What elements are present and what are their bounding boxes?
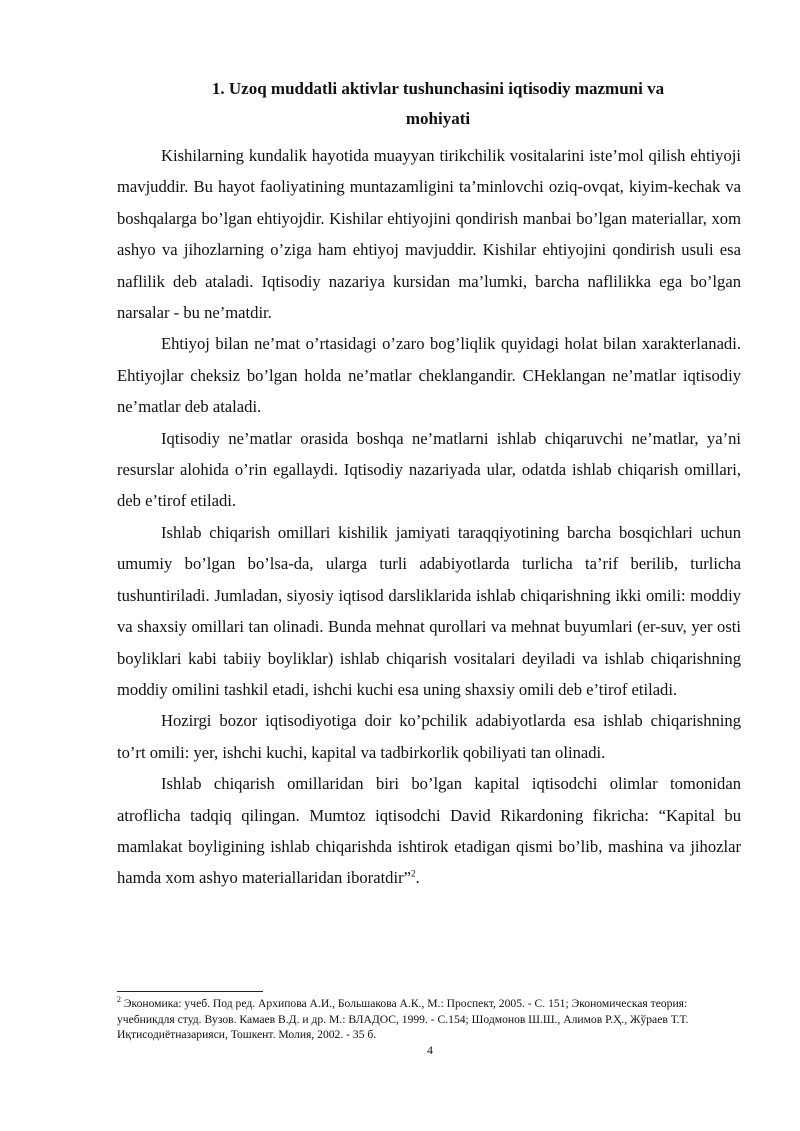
paragraph-1: Kishilarning kundalik hayotida muayyan tirikchilik vositalarini iste’mol qilish ehtiyoji mavjuddir. Bu hayot faoliyatining muntazamligini ta’minlovchi oziq-ovqat, kiyim-kechak va boshqalarga bo’lgan ehtiyojdir. Kishilar ehtiyojini qondirish manbai bo’lgan materiallar, xom ashyo va jihozlarning o’ziga ham ehtiyoj mavjuddir. Kishilar ehtiyojini qondirish usuli esa naflilik deb ataladi. Iqtisodiy nazariya kursidan ma’lumki, barcha naflilikka ega bo’lgan narsalar - bu ne’matdir.: [117, 146, 741, 323]
paragraph-4: Ishlab chiqarish omillari kishilik jamiyati taraqqiyotining barcha bosqichlari uchun umumiy bo’lgan bo’lsa-da, ularga turli adabiyotlarda turlicha ta’rif berilib, turlicha tushuntiriladi. Jumladan, siyosiy iqtisod darsliklarida ishlab chiqarishning ikki omili: moddiy va shaxsiy omillari tan olinadi. Bunda mehnat qurollari va mehnat buyumlari (er-suv, yer osti boyliklari kabi tabiiy boyliklar) ishlab chiqarish vositalari deyiladi va ishlab chiqarishning moddiy omilini tashkil etadi, ishchi kuchi esa uning shaxsiy omili deb e’tirof etiladi.: [117, 522, 741, 699]
footnote: [117, 996, 741, 1043]
paragraph-6-text: Ishlab chiqarish omillaridan biri bo’lgan kapital iqtisodchi olimlar tomonidan atroflicha tadqiq qilingan. Mumtoz iqtisodchi David Rikardoning fikricha: “Kapital bu mamlakat boyligining ishlab chiqarishda ishtirok etadigan qismi bo’lib, mashina va jihozlar hamda xom ashyo materiallaridan iboratdir”: [117, 774, 741, 888]
paragraph-6-end: .: [415, 868, 420, 888]
heading-line-1: 1. Uzoq muddatli aktivlar tushunchasini iqtisodiy mazmuni va: [211, 79, 665, 98]
heading-line-2: mohiyati: [405, 109, 471, 128]
footnote-separator: [117, 991, 263, 992]
paragraph-6: [117, 768, 741, 894]
page-number: 4: [427, 1043, 433, 1057]
footnote-text: Экономика: учеб. Под ред. Архипова А.И., Большакова А.К., М.: Проспект, 2005. - С. 151; Экономическая теория: учебникдля студ. Вузов. Камаев В.Д. и др. М.: ВЛАДОС, 1999. - С.154; Шодмонов Ш.Ш., Алимов Р.Ҳ., Жўраев Т.Т. Иқтисодиётназарияси, Тошкент. Молия, 2002. - 35 б.: [117, 997, 689, 1042]
paragraph-2: Ehtiyoj bilan ne’mat o’rtasidagi o’zaro bog’liqlik quyidagi holat bilan xarakterlanadi. Ehtiyojlar cheksiz bo’lgan holda ne’matlar cheklangandir. CHeklangan ne’matlar iqtisodiy ne’matlar deb ataladi.: [117, 334, 741, 417]
paragraph-3: Iqtisodiy ne’matlar orasida boshqa ne’matlarni ishlab chiqaruvchi ne’matlar, ya’ni resurslar alohida o’rin egallaydi. Iqtisodiy nazariyada ular, odatda ishlab chiqarish omillari, deb e’tirof etiladi.: [117, 428, 741, 511]
body-text: [117, 140, 741, 894]
paragraph-5: Hozirgi bozor iqtisodiyotiga doir ko’pchilik adabiyotlarda esa ishlab chiqarishning to’rt omili: yer, ishchi kuchi, kapital va tadbirkorlik qobiliyati tan olinadi.: [117, 711, 741, 762]
section-heading: [118, 74, 758, 134]
footnote-number: 2: [117, 995, 121, 1005]
footnote-reference[interactable]: 2: [410, 868, 416, 879]
